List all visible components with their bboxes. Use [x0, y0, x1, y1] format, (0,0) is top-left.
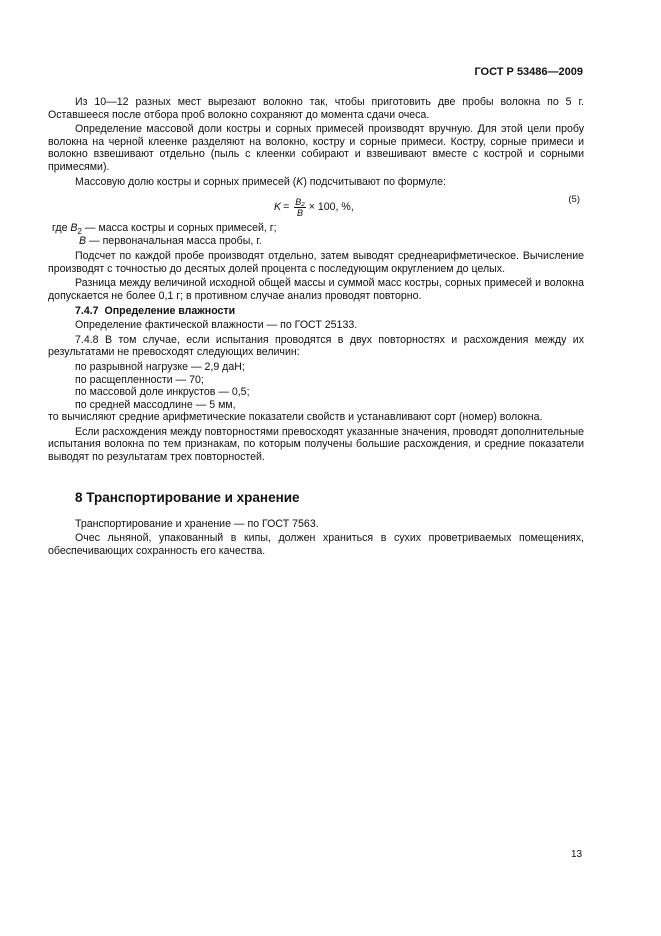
formula-numerator: B₂: [295, 197, 305, 208]
where-line-2: B — первоначальная масса пробы, г.: [79, 235, 262, 248]
section-8-heading: 8 Транспортирование и хранение: [75, 489, 300, 505]
tolerance-list: [75, 361, 584, 411]
paragraph-average-calculation: то вычисляют средние арифметические показатели свойств и устанавливают сорт (номер) волокна.: [48, 411, 543, 424]
formula-5: [48, 190, 584, 222]
paragraph-manual-determination: Определение массовой доли костры и сорных примесей производят вручную. Для этой цели пробу волокна на черной клеенке разделяют на волокно, костру и сорные примеси. Костру, сорные примеси и волокно взвешивают отдельно (пыль с клеенки собирают и взвешивают вместе с кострой и сорными примесями).: [48, 123, 584, 173]
page-number: 13: [571, 849, 583, 860]
formula-fraction: [294, 197, 305, 218]
paragraph-storage: Очес льняной, упакованный в кипы, должен храниться в сухих проветриваемых помещениях, обеспечивающих сохранность его качества.: [48, 532, 584, 557]
page-content: [48, 96, 584, 559]
formula-symbol-k: K: [296, 175, 304, 188]
paragraph-sampling: Из 10—12 разных мест вырезают волокно так, чтобы приготовить две пробы волокна по 5 г. Оставшееся после отбора проб волокно сохраняют до момента сдачи очеса.: [48, 96, 584, 121]
formula-number: (5): [568, 194, 580, 206]
where-line-1: где $B_2$ — масса костры и сорных примесей, г;: [52, 222, 277, 237]
subsection-7-4-7-heading: 7.4.7 Определение влажности: [75, 304, 236, 317]
paragraph-transport: Транспортирование и хранение — по ГОСТ 7563.: [75, 517, 319, 530]
paragraph-additional-tests: Если расхождения между повторностями превосходят указанные значения, проводят дополнительные испытания волокна по тем признакам, по которым получены большие расхождения, и средние показатели выводят по результатам трех повторностей.: [48, 425, 584, 464]
formula-denominator: B: [296, 208, 303, 219]
paragraph-7-4-8: 7.4.8 В том случае, если испытания проводятся в двух повторностях и расхождения между их результатами не превосходят следующих величин:: [48, 333, 584, 359]
paragraph-moisture: Определение фактической влажности — по ГОСТ 25133.: [75, 319, 358, 332]
paragraph-mass-difference: Разница между величиной исходной общей массы и суммой масс костры, сорных примесей и волокна допускается не более 0,1 г; в противном случае анализ проводят повторно.: [48, 277, 584, 302]
paragraph-formula-intro: Массовую долю костры и сорных примесей (K) подсчитывают по формуле:: [75, 175, 446, 188]
formula-expression: K = $\frac{\text{B₂}}{B}$ × 100, %,: [274, 197, 354, 219]
paragraph-calculation: Подсчет по каждой пробе производят отдельно, затем выводят среднеарифметическое. Вычисление производят с точностью до десятых долей процента с последующим округлением до целых.: [48, 250, 584, 275]
list-item: по средней массодлине — 5 мм,: [75, 398, 236, 411]
document-code: ГОСТ Р 53486—2009: [474, 66, 583, 78]
list-item: по разрывной нагрузке — 2,9 даН;: [75, 360, 245, 373]
list-item: по массовой доле инкрустов — 0,5;: [75, 386, 250, 399]
list-item: по расщепленности — 70;: [75, 373, 204, 386]
